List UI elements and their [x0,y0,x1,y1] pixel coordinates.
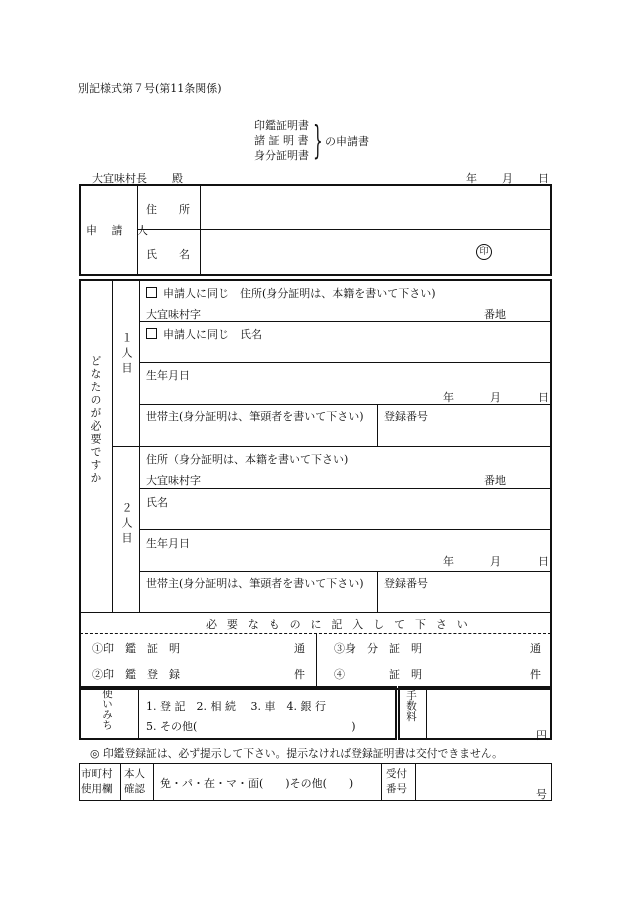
same-name-label: 申請人に同じ 氏名 [163,328,262,341]
receipt-number-field[interactable] [417,765,535,799]
same-address-label: 申請人に同じ 住所(身分証明は、本籍を書いて下さい) [163,287,436,300]
addressee: 大宜味村長 [92,172,147,185]
same-address-checkbox[interactable] [146,287,157,298]
date-year-label: 年 [466,172,477,185]
person1-address-line[interactable] [146,285,436,301]
person2-birth-year: 年 [443,555,454,568]
need-seal-certificate[interactable]: ①印 鑑 証 明 [92,642,180,655]
doc-type-identity-certificate: 身分証明書 [254,149,309,162]
doc-type-list [254,118,309,163]
person2-birth-month: 月 [490,555,501,568]
person2-label: ２人目 [120,502,133,547]
person2-birthdate-label: 生年月日 [146,537,190,550]
person1-registration-label: 登録番号 [384,410,428,423]
person1-name-line[interactable] [146,326,262,342]
person1-birth-month: 月 [490,391,501,404]
applicant-address-label: 住 所 [146,203,190,216]
fee-unit: 円 [536,729,547,742]
applicant-address-field[interactable] [202,187,550,228]
person2-registration-label: 登録番号 [384,577,428,590]
need-identity-certificate[interactable]: ③身 分 証 明 [334,642,422,655]
need-other-certificate-unit: 件 [530,668,541,681]
usage-options-line2[interactable]: 5. その他( ) [146,720,356,733]
applicant-label: 申 請 人 [86,224,154,237]
seal-mark-icon: 印 [476,244,492,260]
doc-type-seal-certificate: 印鑑証明書 [254,119,309,132]
person2-banchi-label: 番地 [484,474,506,487]
subject-side-label: どなたのが必要ですか [89,355,102,485]
fee-label: 手数料 [405,690,417,722]
id-document-checks[interactable]: 免・パ・在・マ・面( )その他( ) [160,777,354,790]
usage-options-line1[interactable]: 1. 登 記 2. 相 続 3. 車 4. 銀 行 [146,700,326,713]
date-month-label: 月 [502,172,513,185]
receipt-number-label: 受付番号 [386,768,407,795]
person1-head-of-household-label: 世帯主(身分証明は、筆頭者を書いて下さい) [146,410,364,423]
need-seal-registration[interactable]: ②印 鑑 登 録 [92,668,180,681]
person1-birthdate-label: 生年月日 [146,369,190,382]
fee-field[interactable] [428,688,534,738]
need-other-certificate[interactable]: ④ 証 明 [334,668,422,681]
person2-address-label: 住所（身分証明は、本籍を書いて下さい) [146,453,349,466]
person2-birth-day: 日 [538,555,549,568]
office-use-label: 市町村使用欄 [81,768,113,795]
person2-village-label: 大宜味村字 [146,474,201,487]
person1-village-label: 大宜味村字 [146,308,201,321]
need-identity-certificate-unit: 通 [530,642,541,655]
need-seal-certificate-unit: 通 [294,642,305,655]
receipt-number-unit: 号 [536,788,547,801]
form-reference: 別記様式第７号(第11条関係) [78,82,222,95]
person1-label: １人目 [120,332,133,377]
person2-name-label: 氏名 [146,496,168,509]
person1-birth-year: 年 [443,391,454,404]
needs-heading: 必要なものに記入して下さい [206,618,478,631]
same-name-checkbox[interactable] [146,328,157,339]
person2-head-of-household-label: 世帯主(身分証明は、筆頭者を書いて下さい) [146,577,364,590]
need-seal-registration-unit: 件 [294,668,305,681]
person1-banchi-label: 番地 [484,308,506,321]
honorific: 殿 [172,172,183,185]
applicant-name-field[interactable] [202,231,462,273]
doc-title-suffix: の申請書 [325,135,369,148]
date-day-label: 日 [538,172,549,185]
person1-birth-day: 日 [538,391,549,404]
usage-label: 使いみち [101,688,113,730]
doc-type-misc-certificate: 諸 証 明 書 [254,134,309,147]
brace-icon: } [313,118,323,162]
notice-text: ◎ 印鑑登録証は、必ず提示して下さい。提示なければ登録証明書は交付できません。 [90,747,503,760]
applicant-name-label: 氏 名 [146,248,190,261]
identity-confirm-label: 本人確認 [124,768,145,795]
